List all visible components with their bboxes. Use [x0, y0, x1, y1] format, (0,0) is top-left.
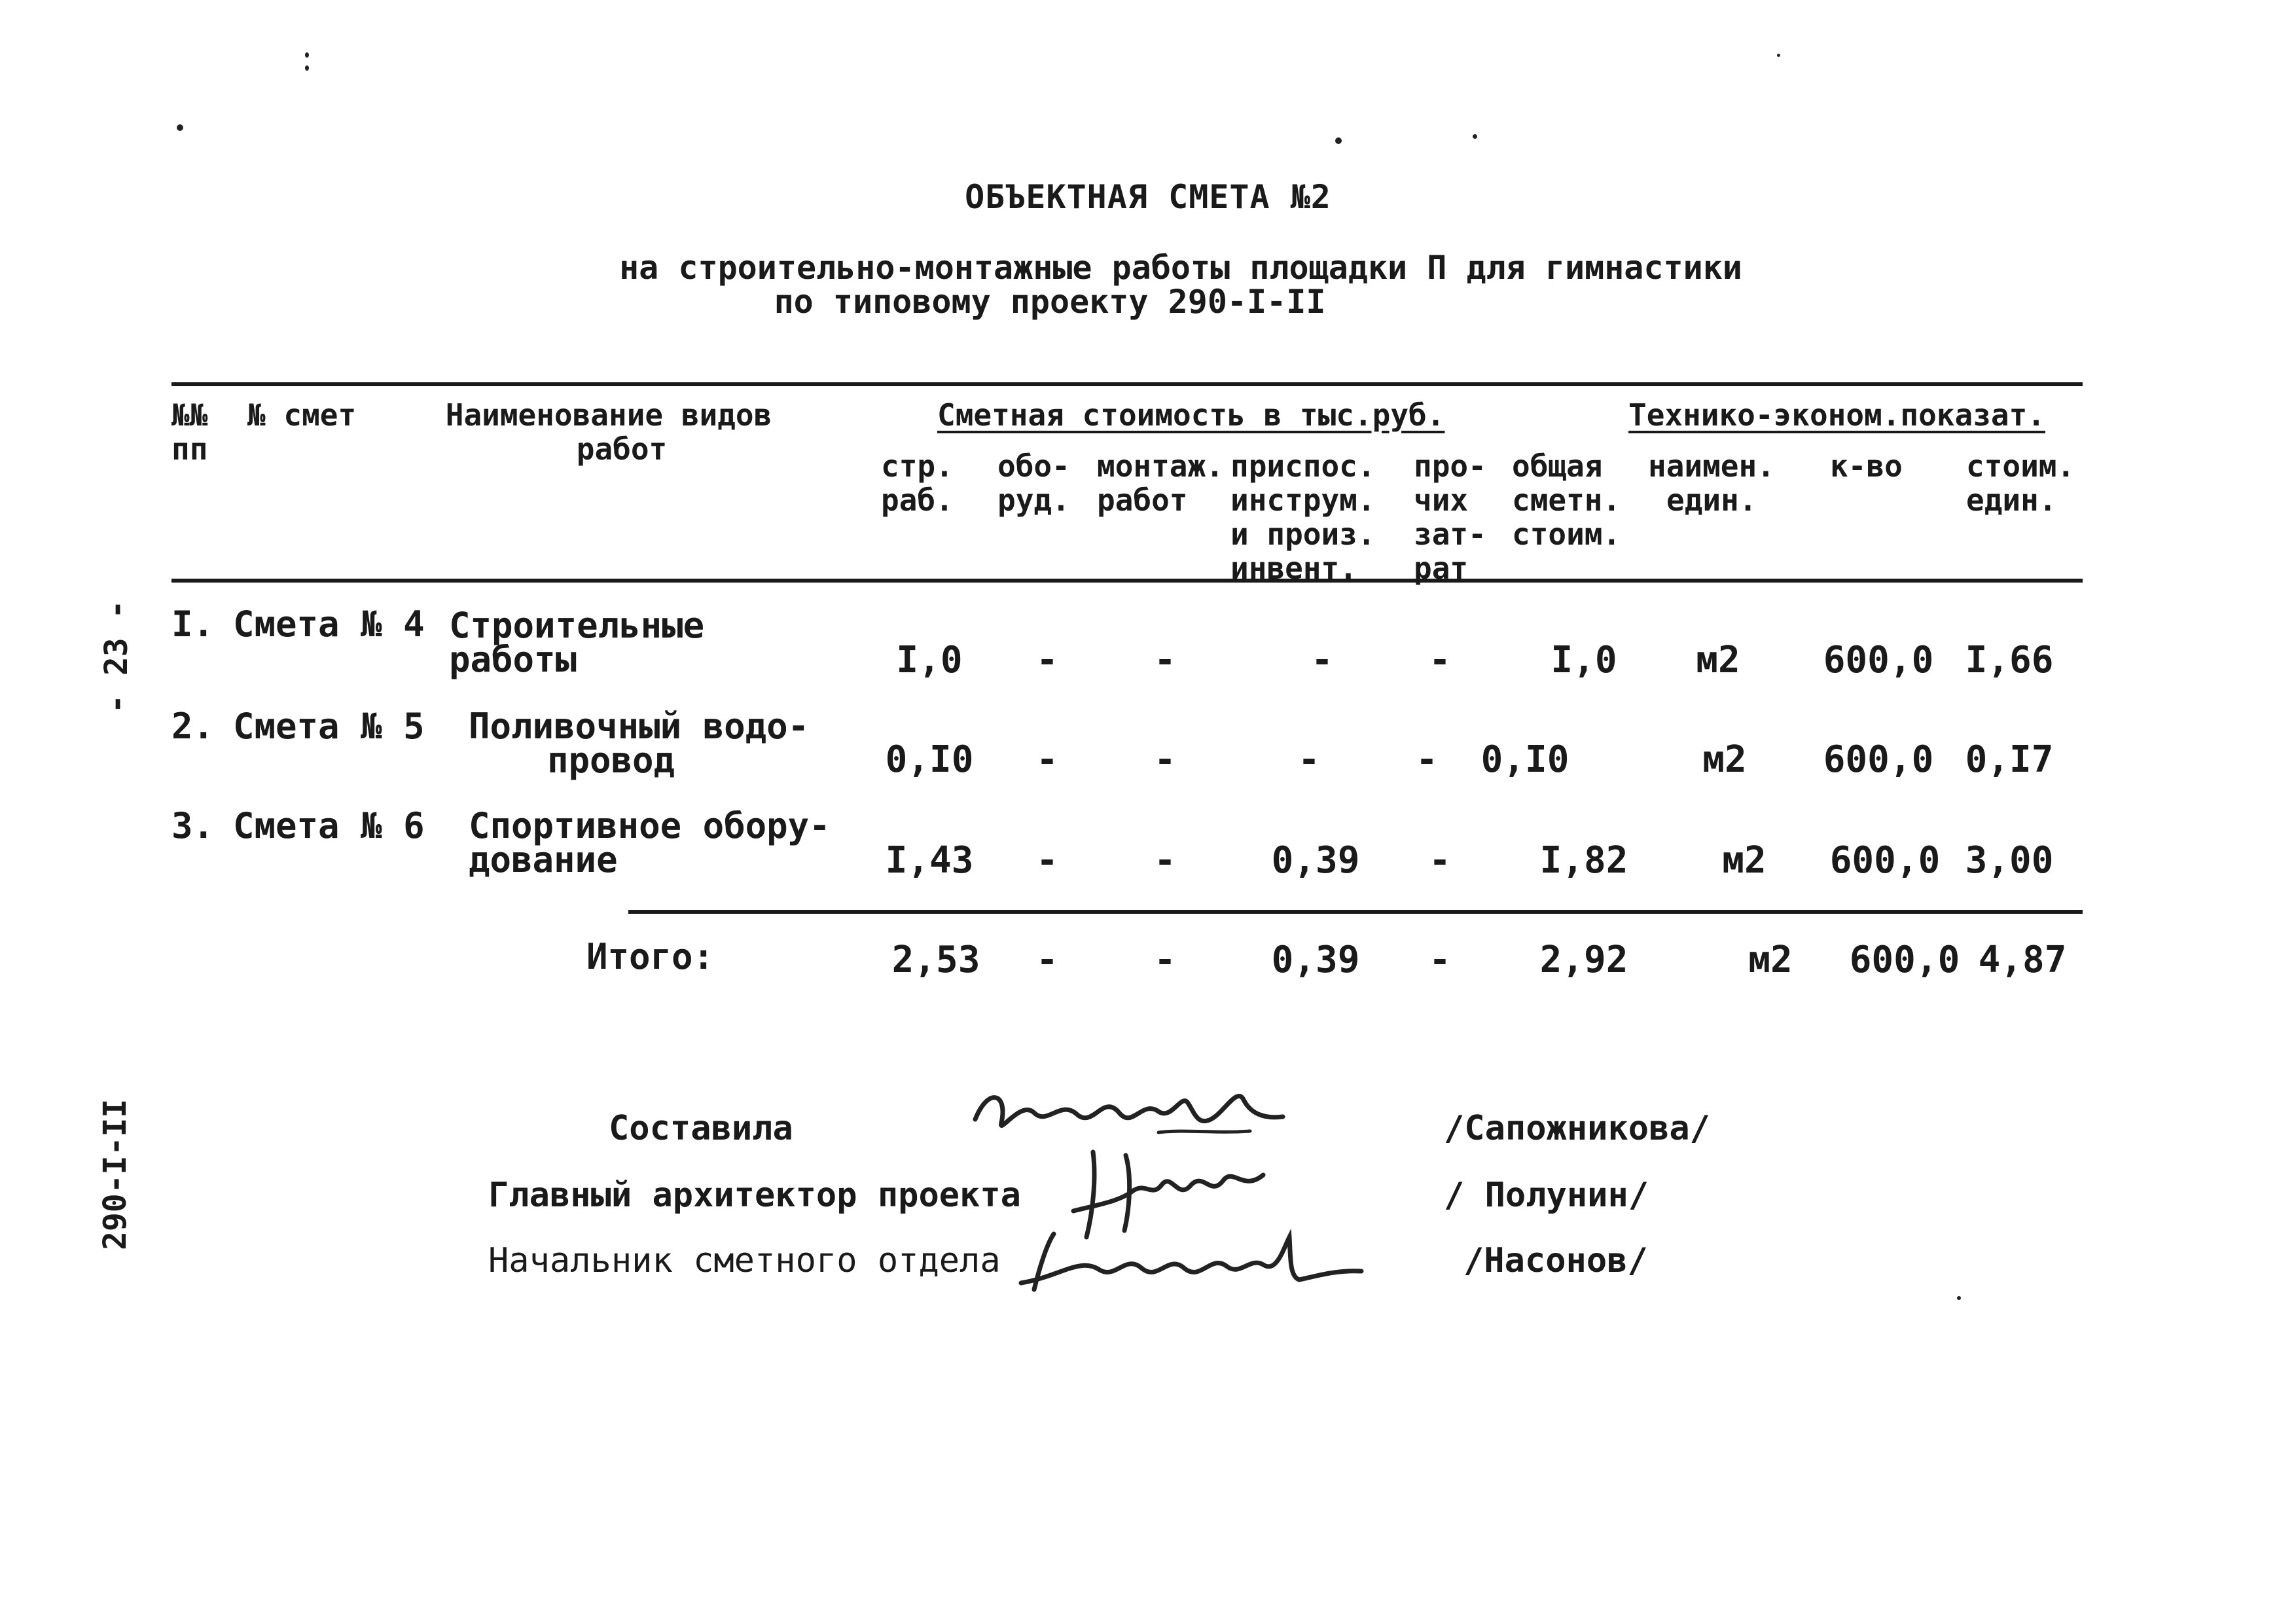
header-work-name: Наименование видов работ	[445, 397, 772, 467]
signature-role-compiled: Составила	[609, 1109, 793, 1148]
header-col-installation: монтаж. работ	[1097, 448, 1224, 518]
total-rule	[628, 910, 2083, 914]
cell-equipment: -	[1036, 738, 1058, 781]
total-label: Итого:	[586, 936, 715, 977]
header-num: №№ пп	[171, 397, 208, 467]
cell-construction: I,0	[896, 639, 963, 681]
scan-speck	[1957, 1296, 1961, 1300]
header-cost-group: Сметная стоимость в тыс.руб.	[937, 397, 1445, 433]
cell-other: -	[1416, 738, 1438, 781]
header-col-construction: стр. раб.	[881, 448, 954, 518]
total-installation: -	[1154, 939, 1176, 981]
scan-speck	[1473, 134, 1477, 139]
row-estimate: Смета № 4	[233, 604, 425, 645]
row-num: 3.	[171, 805, 215, 846]
cell-tools: -	[1311, 639, 1333, 681]
total-total-cost: 2,92	[1539, 939, 1628, 981]
cell-unit-name: м2	[1696, 639, 1740, 681]
table-top-rule	[171, 382, 2083, 386]
header-tech-group: Технико-эконом.показат.	[1628, 397, 2045, 433]
total-tools: 0,39	[1271, 939, 1360, 981]
total-quantity: 600,0	[1849, 939, 1960, 981]
cell-installation: -	[1154, 639, 1176, 681]
total-other: -	[1429, 939, 1451, 981]
cell-other: -	[1429, 639, 1451, 681]
cell-tools: 0,39	[1271, 839, 1360, 882]
side-project-code: 290-I-II	[97, 1098, 134, 1250]
document-title: ОБЪЕКТНАЯ СМЕТА №2	[965, 178, 1331, 216]
row-estimate: Смета № 5	[233, 706, 425, 747]
header-col-quantity: к-во	[1830, 448, 1903, 484]
total-unit-name: м2	[1748, 939, 1793, 981]
cell-quantity: 600,0	[1823, 738, 1934, 781]
row-num: 2.	[171, 706, 215, 747]
cell-installation: -	[1154, 738, 1176, 781]
signature-name-architect: / Полунин/	[1444, 1176, 1649, 1215]
signature-name-compiled: /Сапожникова/	[1444, 1109, 1710, 1148]
scan-speck	[305, 65, 309, 71]
total-equipment: -	[1036, 939, 1058, 981]
scan-speck	[1335, 137, 1342, 144]
total-construction: 2,53	[891, 939, 980, 981]
scan-speck	[177, 124, 183, 131]
header-col-unit-name: наимен. един.	[1648, 448, 1775, 518]
cell-unit-cost: 3,00	[1965, 839, 2054, 882]
header-col-tools: приспос. инструм. и произ. инвент.	[1230, 448, 1376, 586]
header-estimate: № смет	[247, 397, 357, 433]
cell-unit-cost: I,66	[1965, 639, 2054, 681]
document-subtitle-line2: по типовому проекту 290-I-II	[774, 283, 1326, 321]
header-col-equipment: обо- руд.	[997, 448, 1070, 518]
header-col-unit-cost: стоим. един.	[1966, 448, 2075, 518]
total-unit-cost: 4,87	[1978, 939, 2067, 981]
row-num: I.	[171, 604, 215, 645]
cell-unit-name: м2	[1702, 738, 1747, 781]
cell-quantity: 600,0	[1823, 639, 1934, 681]
header-bottom-rule	[171, 579, 2083, 583]
cell-equipment: -	[1036, 839, 1058, 882]
cell-unit-cost: 0,I7	[1965, 738, 2054, 781]
row-work-name: Спортивное обору- дование	[469, 805, 831, 880]
cell-total-cost: 0,I0	[1480, 738, 1570, 781]
cell-unit-name: м2	[1722, 839, 1767, 882]
cell-installation: -	[1154, 839, 1176, 882]
cell-construction: 0,I0	[885, 738, 974, 781]
signature-name-estimates-head: /Насонов/	[1463, 1241, 1648, 1280]
cell-construction: I,43	[885, 839, 974, 882]
side-page-number: - 23 -	[98, 600, 135, 713]
row-work-name: Строительные работы	[449, 605, 705, 680]
cell-other: -	[1429, 839, 1451, 882]
document-subtitle-line1: на строительно-монтажные работы площадки П для гимнастики	[619, 249, 1742, 287]
row-estimate: Смета № 6	[233, 805, 425, 846]
cell-quantity: 600,0	[1829, 839, 1941, 882]
signature-role-estimates-head: Начальник сметного отдела	[488, 1241, 1001, 1280]
header-col-total-cost: общая сметн. стоим.	[1512, 448, 1621, 552]
header-col-other: про- чих зат- рат	[1414, 448, 1486, 586]
cell-total-cost: I,0	[1551, 639, 1617, 681]
cell-equipment: -	[1036, 639, 1058, 681]
row-work-name: Поливочный водо- провод	[469, 706, 810, 781]
scan-speck	[1777, 54, 1780, 57]
scan-speck	[305, 52, 309, 58]
cell-tools: -	[1298, 738, 1320, 781]
handwritten-signature-3	[1008, 1218, 1374, 1303]
cell-total-cost: I,82	[1539, 839, 1628, 882]
signature-role-architect: Главный архитектор проекта	[488, 1176, 1021, 1215]
